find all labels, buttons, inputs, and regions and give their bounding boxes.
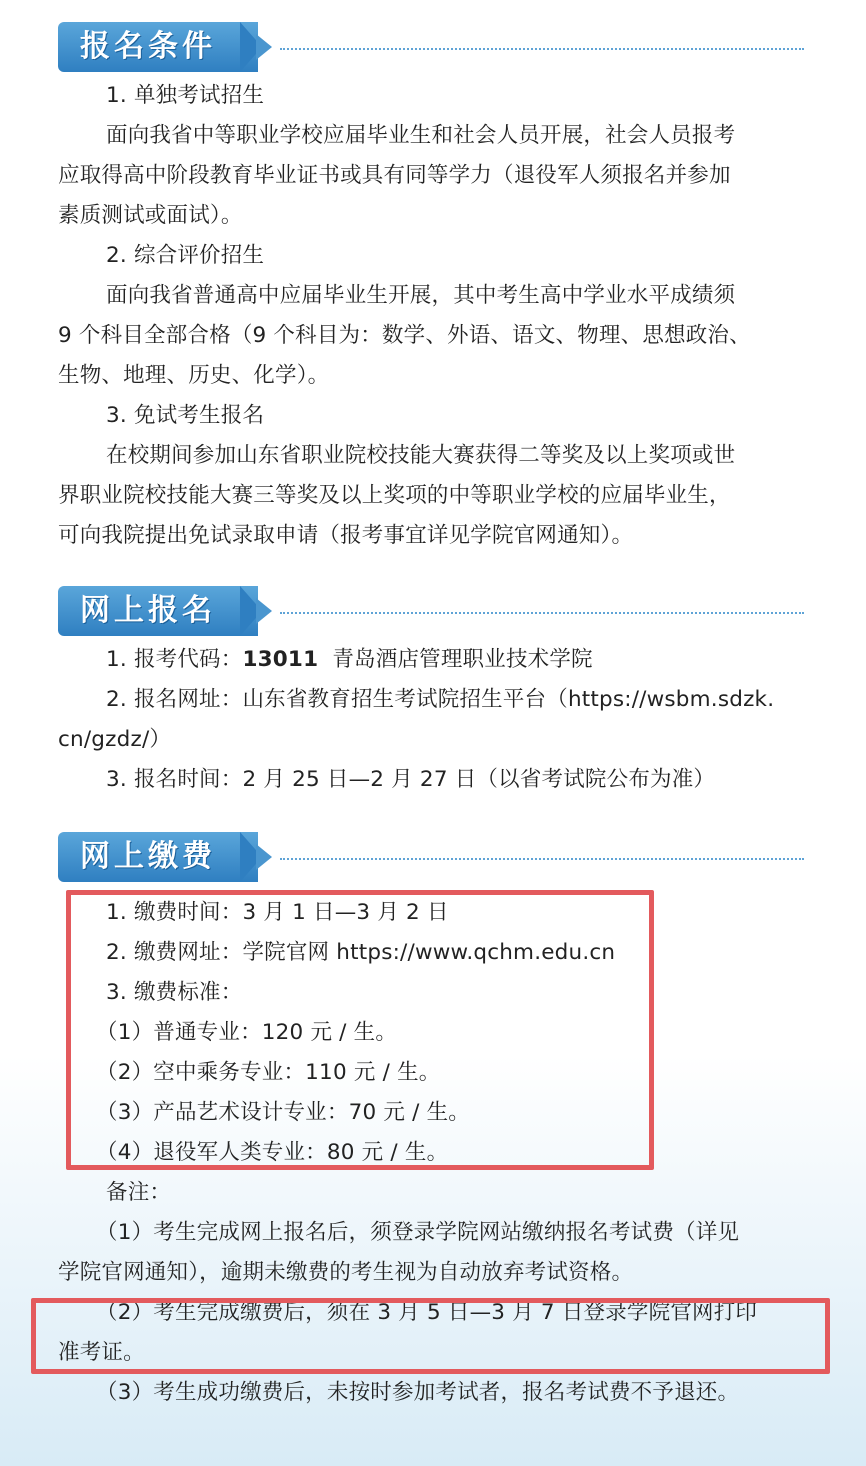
note-line: 学院官网通知），逾期未缴费的考生视为自动放弃考试资格。: [58, 1260, 634, 1285]
code-value: 13011: [242, 647, 319, 672]
dotted-divider: [280, 48, 804, 50]
payment-time-line: 1. 缴费时间：3 月 1 日—3 月 2 日: [106, 900, 449, 925]
registration-url-line: 2. 报名网址：山东省教育招生考试院招生平台（https://wsbm.sdzk.: [106, 687, 775, 712]
section-header-online-registration: [58, 586, 806, 636]
paragraph-line: 面向我省中等职业学校应届毕业生和社会人员开展，社会人员报考: [106, 123, 736, 148]
paragraph-line: 可向我院提出免试录取申请（报考事宜详见学院官网通知）。: [58, 523, 634, 548]
banner-tip: [256, 844, 272, 870]
item-heading: 1. 单独考试招生: [106, 83, 265, 108]
registration-time-line: 3. 报名时间：2 月 25 日—2 月 27 日（以省考试院公布为准）: [106, 767, 716, 792]
section-header-registration-conditions: [58, 22, 806, 72]
note-line: （3）考生成功缴费后，未按时参加考试者，报名考试费不予退还。: [96, 1380, 740, 1405]
note-line: （1）考生完成网上报名后，须登录学院网站缴纳报名考试费（详见: [96, 1220, 740, 1245]
section-title: 报名条件: [80, 29, 216, 64]
registration-code-line: [106, 640, 806, 680]
banner-tip: [256, 598, 272, 624]
payment-url-line: 2. 缴费网址：学院官网 https://www.qchm.edu.cn: [106, 940, 616, 965]
school-name: 青岛酒店管理职业技术学院: [332, 647, 593, 672]
highlight-box-admission-ticket: [31, 1298, 830, 1374]
fee-standard-heading: 3. 缴费标准：: [106, 980, 243, 1005]
paragraph-line: 面向我省普通高中应届毕业生开展，其中考生高中学业水平成绩须: [106, 283, 736, 308]
item-heading: 3. 免试考生报名: [106, 403, 265, 428]
dotted-divider: [280, 858, 804, 860]
item-heading: 2. 综合评价招生: [106, 243, 265, 268]
section-title: 网上缴费: [80, 839, 216, 874]
fee-item: （4）退役军人类专业：80 元 / 生。: [96, 1140, 449, 1165]
fee-item: （3）产品艺术设计专业：70 元 / 生。: [96, 1100, 470, 1125]
fee-item: （2）空中乘务专业：110 元 / 生。: [96, 1060, 441, 1085]
section-title: 网上报名: [80, 593, 216, 628]
code-label: 1. 报考代码：: [106, 647, 243, 672]
banner-tip: [256, 34, 272, 60]
paragraph-line: 9 个科目全部合格（9 个科目为：数学、外语、语文、物理、思想政治、: [58, 323, 751, 348]
paragraph-line: 在校期间参加山东省职业院校技能大赛获得二等奖及以上奖项或世: [106, 443, 736, 468]
dotted-divider: [280, 612, 804, 614]
section-header-online-payment: [58, 832, 806, 882]
fee-item: （1）普通专业：120 元 / 生。: [96, 1020, 398, 1045]
notes-heading: 备注：: [106, 1180, 172, 1205]
paragraph-line: 生物、地理、历史、化学）。: [58, 363, 330, 388]
paragraph-line: 素质测试或面试）。: [58, 203, 243, 228]
highlight-box-fees: [66, 890, 654, 1170]
paragraph-line: 界职业院校技能大赛三等奖及以上奖项的中等职业学校的应届毕业生，: [58, 483, 731, 508]
note-line: （2）考生完成缴费后，须在 3 月 5 日—3 月 7 日登录学院官网打印: [96, 1300, 758, 1325]
registration-url-line: cn/gzdz/）: [58, 727, 172, 752]
paragraph-line: 应取得高中阶段教育毕业证书或具有同等学力（退役军人须报名并参加: [58, 163, 731, 188]
note-line: 准考证。: [58, 1340, 145, 1365]
